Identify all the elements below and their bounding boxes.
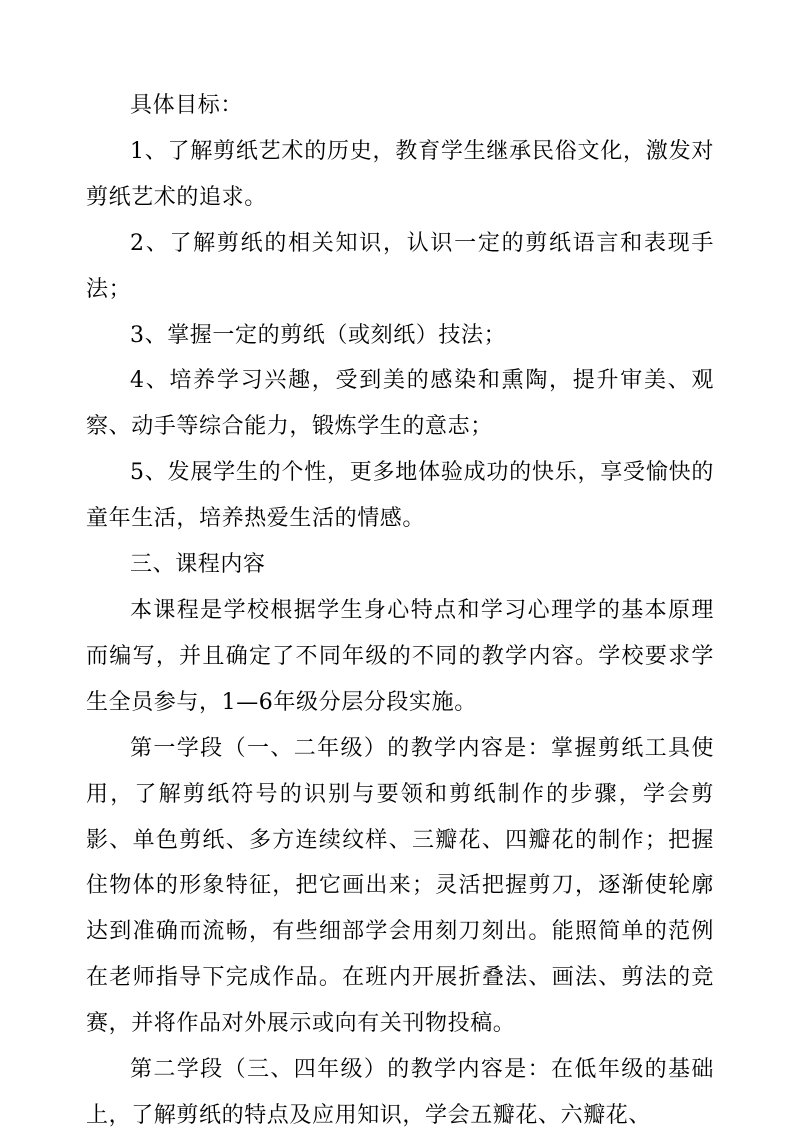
goal-item-5: 5、发展学生的个性，更多地体验成功的快乐，享受愉快的童年生活，培养热爱生活的情感。 <box>86 460 714 532</box>
goal-item-1: 1、了解剪纸艺术的历史，教育学生继承民俗文化，激发对剪纸艺术的追求。 <box>86 138 714 210</box>
document-page <box>86 83 714 1139</box>
stage-one-paragraph: 第一学段（一、二年级）的教学内容是：掌握剪纸工具使用，了解剪纸符号的识别与要领和剪纸制作的步骤，学会剪影、单色剪纸、多方连续纹样、三瓣花、四瓣花的制作；把握住物体的形象特征，把它画出来；灵活把握剪刀，逐渐使轮廓达到准确而流畅，有些细部学会用刻刀刻出。能照简单的范例在老师指导下完成作品。在班内开展折叠法、画法、剪法的竞赛，并将作品对外展示或向有关刊物投稿。 <box>86 735 714 1037</box>
heading-specific-goals: 具体目标： <box>130 93 244 118</box>
goal-item-3: 3、掌握一定的剪纸（或刻纸）技法； <box>130 322 507 348</box>
stage-two-paragraph: 第二学段（三、四年级）的教学内容是：在低年级的基础上，了解剪纸的特点及应用知识，学会五瓣花、六瓣花、 <box>86 1057 714 1128</box>
goal-item-2: 2、了解剪纸的相关知识，认识一定的剪纸语言和表现手法； <box>86 230 714 302</box>
section-heading-course-content: 三、课程内容 <box>130 552 266 578</box>
course-intro-paragraph: 本课程是学校根据学生身心特点和学习心理学的基本原理而编写，并且确定了不同年级的不同的教学内容。学校要求学生全员参与，1—6年级分层分段实施。 <box>86 597 714 715</box>
goal-item-4: 4、培养学习兴趣，受到美的感染和熏陶，提升审美、观察、动手等综合能力，锻炼学生的意志； <box>86 368 714 440</box>
